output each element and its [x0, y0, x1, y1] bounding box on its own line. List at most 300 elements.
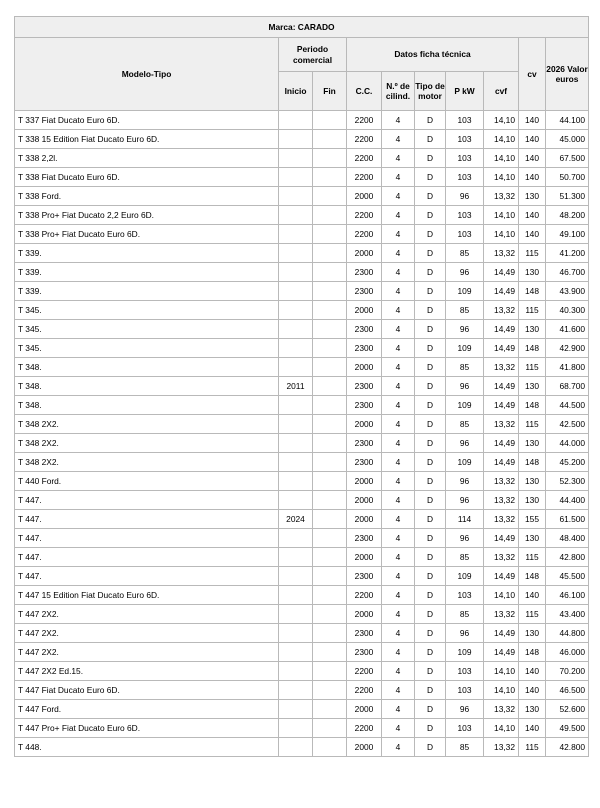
cell-model: T 440 Ford.	[15, 472, 279, 491]
cell-value: 41.200	[546, 244, 589, 263]
col-cc-header: C.C.	[347, 72, 382, 111]
cell-cvf: 14,49	[484, 377, 519, 396]
cell-end	[313, 339, 347, 358]
cell-cv: 155	[519, 510, 546, 529]
cell-end	[313, 738, 347, 757]
cell-engine: D	[415, 263, 446, 282]
cell-cc: 2300	[347, 434, 382, 453]
cell-model: T 348 2X2.	[15, 453, 279, 472]
cell-start	[279, 206, 313, 225]
cell-pkw: 109	[446, 282, 484, 301]
cell-end	[313, 624, 347, 643]
cell-value: 48.200	[546, 206, 589, 225]
cell-model: T 447 2X2.	[15, 624, 279, 643]
table-row	[15, 548, 589, 567]
cell-cc: 2300	[347, 529, 382, 548]
col-cvf-header: cvf	[484, 72, 519, 111]
cell-engine: D	[415, 491, 446, 510]
cell-cyl: 4	[382, 643, 415, 662]
table-row	[15, 396, 589, 415]
cell-engine: D	[415, 358, 446, 377]
cell-pkw: 85	[446, 358, 484, 377]
col-start-header: Inicio	[279, 72, 313, 111]
table-row	[15, 206, 589, 225]
cell-cc: 2200	[347, 168, 382, 187]
cell-pkw: 85	[446, 548, 484, 567]
cell-end	[313, 586, 347, 605]
table-row	[15, 263, 589, 282]
cell-cvf: 13,32	[484, 548, 519, 567]
cell-cv: 140	[519, 111, 546, 130]
cell-cvf: 13,32	[484, 700, 519, 719]
cell-cc: 2000	[347, 548, 382, 567]
table-row	[15, 130, 589, 149]
cell-pkw: 103	[446, 225, 484, 244]
cell-model: T 338 Fiat Ducato Euro 6D.	[15, 168, 279, 187]
cell-engine: D	[415, 130, 446, 149]
cell-start	[279, 282, 313, 301]
cell-end	[313, 491, 347, 510]
cell-model: T 447 2X2.	[15, 643, 279, 662]
cell-value: 42.900	[546, 339, 589, 358]
cell-end	[313, 681, 347, 700]
cell-start	[279, 339, 313, 358]
col-model-header: Modelo-Tipo	[15, 38, 279, 111]
cell-model: T 339.	[15, 263, 279, 282]
cell-cyl: 4	[382, 149, 415, 168]
cell-cyl: 4	[382, 567, 415, 586]
cell-end	[313, 529, 347, 548]
cell-cvf: 14,10	[484, 719, 519, 738]
cell-cc: 2200	[347, 206, 382, 225]
table-row	[15, 605, 589, 624]
cell-cv: 130	[519, 700, 546, 719]
cell-start	[279, 130, 313, 149]
cell-value: 42.800	[546, 548, 589, 567]
cell-cv: 130	[519, 434, 546, 453]
cell-cyl: 4	[382, 700, 415, 719]
cell-value: 50.700	[546, 168, 589, 187]
table-row	[15, 225, 589, 244]
cell-pkw: 103	[446, 168, 484, 187]
cell-cv: 140	[519, 662, 546, 681]
cell-start	[279, 529, 313, 548]
cell-engine: D	[415, 605, 446, 624]
cell-pkw: 103	[446, 111, 484, 130]
cell-model: T 447.	[15, 510, 279, 529]
cell-start	[279, 187, 313, 206]
cell-cvf: 13,32	[484, 187, 519, 206]
cell-cv: 140	[519, 719, 546, 738]
cell-cv: 115	[519, 738, 546, 757]
cell-start	[279, 700, 313, 719]
cell-cyl: 4	[382, 681, 415, 700]
cell-engine: D	[415, 643, 446, 662]
cell-end	[313, 111, 347, 130]
cell-pkw: 103	[446, 206, 484, 225]
cell-cyl: 4	[382, 244, 415, 263]
cell-value: 52.600	[546, 700, 589, 719]
cell-end	[313, 377, 347, 396]
cell-cc: 2300	[347, 339, 382, 358]
cell-engine: D	[415, 206, 446, 225]
cell-pkw: 96	[446, 320, 484, 339]
cell-cyl: 4	[382, 263, 415, 282]
cell-cv: 130	[519, 472, 546, 491]
cell-cv: 130	[519, 624, 546, 643]
col-pkw-header: P kW	[446, 72, 484, 111]
col-value-header: 2026 Valor euros	[546, 38, 589, 111]
table-row	[15, 491, 589, 510]
cell-cc: 2300	[347, 320, 382, 339]
cell-cvf: 13,32	[484, 301, 519, 320]
cell-model: T 447.	[15, 491, 279, 510]
cell-start	[279, 662, 313, 681]
cell-model: T 338 15 Edition Fiat Ducato Euro 6D.	[15, 130, 279, 149]
cell-pkw: 85	[446, 244, 484, 263]
cell-engine: D	[415, 738, 446, 757]
cell-cv: 148	[519, 567, 546, 586]
cell-engine: D	[415, 415, 446, 434]
price-table-container	[14, 16, 588, 757]
cell-cyl: 4	[382, 301, 415, 320]
cell-cvf: 14,49	[484, 282, 519, 301]
cell-engine: D	[415, 320, 446, 339]
cell-cc: 2300	[347, 624, 382, 643]
cell-cyl: 4	[382, 111, 415, 130]
cell-cc: 2200	[347, 111, 382, 130]
cell-cv: 115	[519, 244, 546, 263]
cell-pkw: 96	[446, 624, 484, 643]
cell-value: 44.100	[546, 111, 589, 130]
cell-pkw: 85	[446, 605, 484, 624]
cell-cvf: 14,10	[484, 225, 519, 244]
cell-cc: 2200	[347, 149, 382, 168]
cell-cc: 2200	[347, 681, 382, 700]
cell-cc: 2200	[347, 719, 382, 738]
cell-cvf: 14,49	[484, 263, 519, 282]
cell-cvf: 13,32	[484, 358, 519, 377]
cell-cvf: 13,32	[484, 415, 519, 434]
cell-cv: 140	[519, 130, 546, 149]
cell-cvf: 14,49	[484, 624, 519, 643]
cell-value: 52.300	[546, 472, 589, 491]
cell-cyl: 4	[382, 491, 415, 510]
cell-cvf: 14,10	[484, 168, 519, 187]
table-row	[15, 111, 589, 130]
cell-cc: 2200	[347, 586, 382, 605]
cell-end	[313, 244, 347, 263]
cell-start	[279, 320, 313, 339]
cell-engine: D	[415, 453, 446, 472]
cell-pkw: 114	[446, 510, 484, 529]
cell-model: T 348.	[15, 358, 279, 377]
cell-value: 45.200	[546, 453, 589, 472]
cell-model: T 338 2,2l.	[15, 149, 279, 168]
cell-end	[313, 168, 347, 187]
cell-engine: D	[415, 662, 446, 681]
table-row	[15, 624, 589, 643]
cell-cyl: 4	[382, 282, 415, 301]
cell-cvf: 14,10	[484, 206, 519, 225]
cell-start	[279, 567, 313, 586]
cell-model: T 447 2X2.	[15, 605, 279, 624]
cell-end	[313, 434, 347, 453]
cell-value: 44.500	[546, 396, 589, 415]
cell-cvf: 13,32	[484, 244, 519, 263]
table-row	[15, 320, 589, 339]
cell-cc: 2000	[347, 738, 382, 757]
cell-engine: D	[415, 377, 446, 396]
cell-cvf: 14,10	[484, 149, 519, 168]
cell-model: T 447 Pro+ Fiat Ducato Euro 6D.	[15, 719, 279, 738]
cell-pkw: 85	[446, 738, 484, 757]
cell-model: T 345.	[15, 320, 279, 339]
cell-cvf: 13,32	[484, 510, 519, 529]
cell-cyl: 4	[382, 624, 415, 643]
cell-engine: D	[415, 149, 446, 168]
cell-model: T 348 2X2.	[15, 415, 279, 434]
table-row	[15, 415, 589, 434]
cell-cc: 2000	[347, 510, 382, 529]
cell-end	[313, 662, 347, 681]
cell-value: 41.800	[546, 358, 589, 377]
cell-cc: 2300	[347, 263, 382, 282]
cell-start: 2024	[279, 510, 313, 529]
table-row	[15, 187, 589, 206]
cell-model: T 447.	[15, 529, 279, 548]
cell-cvf: 14,10	[484, 662, 519, 681]
cell-start	[279, 738, 313, 757]
cell-cv: 115	[519, 548, 546, 567]
cell-end	[313, 225, 347, 244]
cell-model: T 338 Ford.	[15, 187, 279, 206]
cell-engine: D	[415, 624, 446, 643]
cell-pkw: 85	[446, 301, 484, 320]
cell-cyl: 4	[382, 187, 415, 206]
cell-cc: 2300	[347, 282, 382, 301]
col-tech-header: Datos ficha técnica	[347, 38, 519, 72]
cell-cv: 140	[519, 681, 546, 700]
cell-cv: 148	[519, 396, 546, 415]
cell-end	[313, 472, 347, 491]
cell-value: 61.500	[546, 510, 589, 529]
cell-start	[279, 149, 313, 168]
cell-model: T 447 15 Edition Fiat Ducato Euro 6D.	[15, 586, 279, 605]
cell-model: T 339.	[15, 244, 279, 263]
cell-cvf: 14,10	[484, 586, 519, 605]
cell-cv: 115	[519, 301, 546, 320]
col-cv-header: cv	[519, 38, 546, 111]
cell-pkw: 109	[446, 567, 484, 586]
cell-cc: 2300	[347, 453, 382, 472]
cell-engine: D	[415, 700, 446, 719]
cell-cvf: 14,10	[484, 111, 519, 130]
cell-value: 43.900	[546, 282, 589, 301]
cell-cv: 140	[519, 206, 546, 225]
cell-model: T 348.	[15, 377, 279, 396]
cell-value: 42.800	[546, 738, 589, 757]
cell-model: T 447 2X2 Ed.15.	[15, 662, 279, 681]
cell-start: 2011	[279, 377, 313, 396]
table-row	[15, 282, 589, 301]
cell-value: 46.700	[546, 263, 589, 282]
cell-cyl: 4	[382, 605, 415, 624]
cell-cyl: 4	[382, 415, 415, 434]
cell-engine: D	[415, 434, 446, 453]
cell-cvf: 13,32	[484, 738, 519, 757]
cell-model: T 447.	[15, 567, 279, 586]
cell-end	[313, 700, 347, 719]
table-row	[15, 149, 589, 168]
cell-engine: D	[415, 586, 446, 605]
cell-end	[313, 320, 347, 339]
cell-value: 51.300	[546, 187, 589, 206]
col-cyl-header: N.º de cilind.	[382, 72, 415, 111]
cell-engine: D	[415, 244, 446, 263]
cell-cvf: 14,49	[484, 339, 519, 358]
cell-cyl: 4	[382, 396, 415, 415]
cell-pkw: 85	[446, 415, 484, 434]
cell-model: T 447.	[15, 548, 279, 567]
cell-start	[279, 244, 313, 263]
cell-cvf: 14,49	[484, 396, 519, 415]
cell-cv: 115	[519, 605, 546, 624]
cell-cc: 2300	[347, 567, 382, 586]
cell-cv: 130	[519, 377, 546, 396]
cell-cv: 130	[519, 320, 546, 339]
table-row	[15, 377, 589, 396]
table-row	[15, 719, 589, 738]
cell-cyl: 4	[382, 586, 415, 605]
cell-start	[279, 643, 313, 662]
col-end-header: Fin	[313, 72, 347, 111]
brand-title: Marca: CARADO	[15, 17, 589, 38]
cell-cyl: 4	[382, 738, 415, 757]
cell-end	[313, 149, 347, 168]
table-row	[15, 567, 589, 586]
cell-model: T 337 Fiat Ducato Euro 6D.	[15, 111, 279, 130]
cell-cv: 148	[519, 453, 546, 472]
cell-start	[279, 605, 313, 624]
cell-pkw: 103	[446, 130, 484, 149]
cell-cv: 140	[519, 149, 546, 168]
cell-engine: D	[415, 567, 446, 586]
cell-model: T 345.	[15, 301, 279, 320]
cell-cyl: 4	[382, 320, 415, 339]
cell-engine: D	[415, 510, 446, 529]
cell-pkw: 103	[446, 719, 484, 738]
cell-cvf: 14,49	[484, 434, 519, 453]
cell-cv: 148	[519, 643, 546, 662]
cell-start	[279, 396, 313, 415]
cell-start	[279, 586, 313, 605]
cell-start	[279, 491, 313, 510]
cell-model: T 447 Fiat Ducato Euro 6D.	[15, 681, 279, 700]
cell-cv: 140	[519, 225, 546, 244]
cell-start	[279, 263, 313, 282]
cell-end	[313, 719, 347, 738]
cell-cyl: 4	[382, 358, 415, 377]
cell-cvf: 13,32	[484, 491, 519, 510]
cell-value: 48.400	[546, 529, 589, 548]
table-row	[15, 358, 589, 377]
cell-end	[313, 282, 347, 301]
cell-engine: D	[415, 168, 446, 187]
cell-pkw: 109	[446, 396, 484, 415]
cell-cc: 2000	[347, 472, 382, 491]
vehicle-price-table	[14, 16, 589, 757]
cell-cc: 2000	[347, 358, 382, 377]
cell-cyl: 4	[382, 130, 415, 149]
cell-model: T 447 Ford.	[15, 700, 279, 719]
cell-start	[279, 168, 313, 187]
cell-pkw: 96	[446, 491, 484, 510]
cell-pkw: 103	[446, 586, 484, 605]
cell-model: T 348.	[15, 396, 279, 415]
cell-start	[279, 434, 313, 453]
table-row	[15, 434, 589, 453]
cell-value: 46.000	[546, 643, 589, 662]
table-body	[15, 111, 589, 757]
cell-cc: 2200	[347, 130, 382, 149]
cell-cvf: 14,10	[484, 130, 519, 149]
cell-engine: D	[415, 548, 446, 567]
cell-engine: D	[415, 282, 446, 301]
cell-engine: D	[415, 301, 446, 320]
cell-cv: 148	[519, 282, 546, 301]
cell-model: T 448.	[15, 738, 279, 757]
cell-pkw: 96	[446, 472, 484, 491]
cell-cv: 140	[519, 586, 546, 605]
cell-cc: 2000	[347, 187, 382, 206]
table-row	[15, 453, 589, 472]
cell-engine: D	[415, 719, 446, 738]
table-row	[15, 700, 589, 719]
cell-cc: 2300	[347, 643, 382, 662]
cell-cyl: 4	[382, 719, 415, 738]
col-period-header: Periodo comercial	[279, 38, 347, 72]
cell-cc: 2000	[347, 605, 382, 624]
cell-start	[279, 624, 313, 643]
table-row	[15, 472, 589, 491]
cell-value: 68.700	[546, 377, 589, 396]
cell-start	[279, 453, 313, 472]
cell-cv: 130	[519, 187, 546, 206]
cell-engine: D	[415, 225, 446, 244]
cell-start	[279, 472, 313, 491]
cell-cc: 2200	[347, 225, 382, 244]
cell-start	[279, 225, 313, 244]
cell-cyl: 4	[382, 339, 415, 358]
table-header	[15, 17, 589, 111]
table-row	[15, 586, 589, 605]
cell-end	[313, 263, 347, 282]
cell-cv: 115	[519, 358, 546, 377]
cell-pkw: 109	[446, 643, 484, 662]
cell-cc: 2000	[347, 700, 382, 719]
cell-cyl: 4	[382, 529, 415, 548]
cell-start	[279, 681, 313, 700]
cell-value: 42.500	[546, 415, 589, 434]
cell-end	[313, 605, 347, 624]
cell-end	[313, 187, 347, 206]
cell-cv: 148	[519, 339, 546, 358]
cell-end	[313, 130, 347, 149]
table-row	[15, 643, 589, 662]
cell-value: 45.000	[546, 130, 589, 149]
cell-cc: 2200	[347, 662, 382, 681]
